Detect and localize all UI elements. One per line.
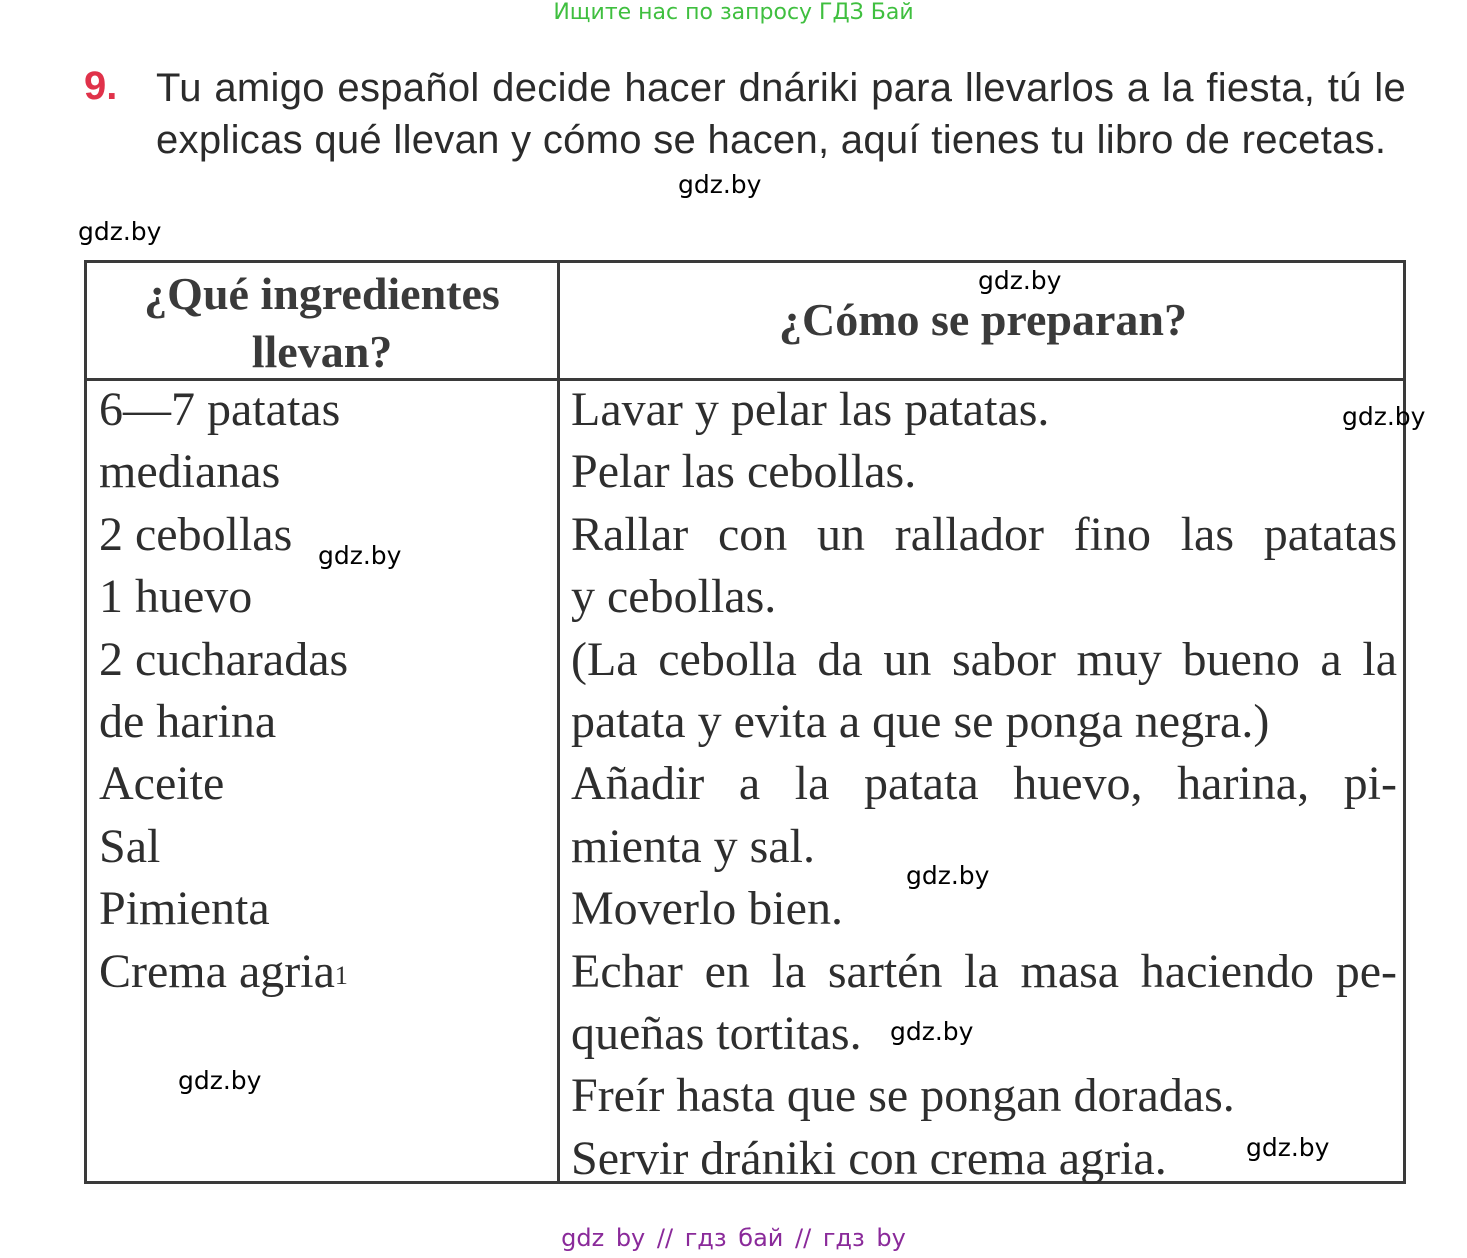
steps-list <box>571 379 1397 1190</box>
step-line: Rallar con un rallador fino las patatas <box>571 507 1397 561</box>
step-line: Freír hasta que se pongan doradas. <box>571 1069 1235 1123</box>
watermark: gdz.by <box>1342 402 1426 431</box>
watermark: gdz.by <box>178 1066 262 1095</box>
recipe-table <box>84 260 1406 1184</box>
step-line: Añadir a la patata huevo, harina, pi- <box>571 757 1397 811</box>
step-line: (La cebolla da un sabor muy bueno a la <box>571 632 1397 686</box>
step-line: Servir drániki con crema agria. <box>571 1131 1167 1185</box>
watermark: gdz.by <box>906 861 990 890</box>
footer-watermark: gdz by // гдз бай // гдз by <box>561 1224 906 1252</box>
step-line: Moverlo bien. <box>571 882 843 936</box>
header-ingredients: ¿Qué ingredientes llevan? <box>144 268 500 377</box>
ingredient-item: 6—7 patatas <box>99 383 341 436</box>
step-line: queñas tortitas. <box>571 1007 862 1061</box>
column-divider <box>557 263 560 1181</box>
ingredients-list <box>99 379 549 1003</box>
ingredient-item: 1 huevo <box>99 570 253 624</box>
ingredient-item: 2 cucharadas <box>99 632 349 686</box>
ingredient-label: Crema agria <box>99 944 335 998</box>
task-number: 9. <box>84 64 118 108</box>
footnote-mark: 1 <box>334 960 348 990</box>
step-line: Lavar y pelar las patatas. <box>571 383 1050 436</box>
ingredient-item: de harina <box>99 695 277 749</box>
step-line: patata y evita a que se ponga negra.) <box>571 695 1270 749</box>
step-line: mienta y sal. <box>571 819 815 873</box>
ingredient-item: Aceite <box>99 757 225 811</box>
watermark: gdz.by <box>1246 1133 1330 1162</box>
watermark: gdz.by <box>890 1017 974 1046</box>
watermark: gdz.by <box>678 170 762 199</box>
top-banner: Ищите нас по запросу ГДЗ Бай <box>553 0 914 25</box>
ingredient-item-with-footnote <box>99 941 549 1003</box>
ingredient-item: 2 cebollas <box>99 507 293 561</box>
step-line: Pelar las cebollas. <box>571 445 917 499</box>
ingredient-item: Sal <box>99 819 161 873</box>
header-preparation: ¿Cómo se preparan? <box>778 294 1188 345</box>
step-line: y cebollas. <box>571 570 777 624</box>
watermark: gdz.by <box>978 266 1062 295</box>
ingredient-item: Pimienta <box>99 882 270 936</box>
watermark: gdz.by <box>78 217 162 246</box>
watermark: gdz.by <box>318 541 402 570</box>
ingredient-item: medianas <box>99 445 281 499</box>
step-line: Echar en la sartén la masa haciendo pe- <box>571 944 1397 998</box>
task-text: Tu amigo español decide hacer dnáriki para llevarlos a la fiesta, tú le explicas qué llevan y cómo se hacen, aquí tienes tu libro de recetas. <box>156 66 1406 162</box>
